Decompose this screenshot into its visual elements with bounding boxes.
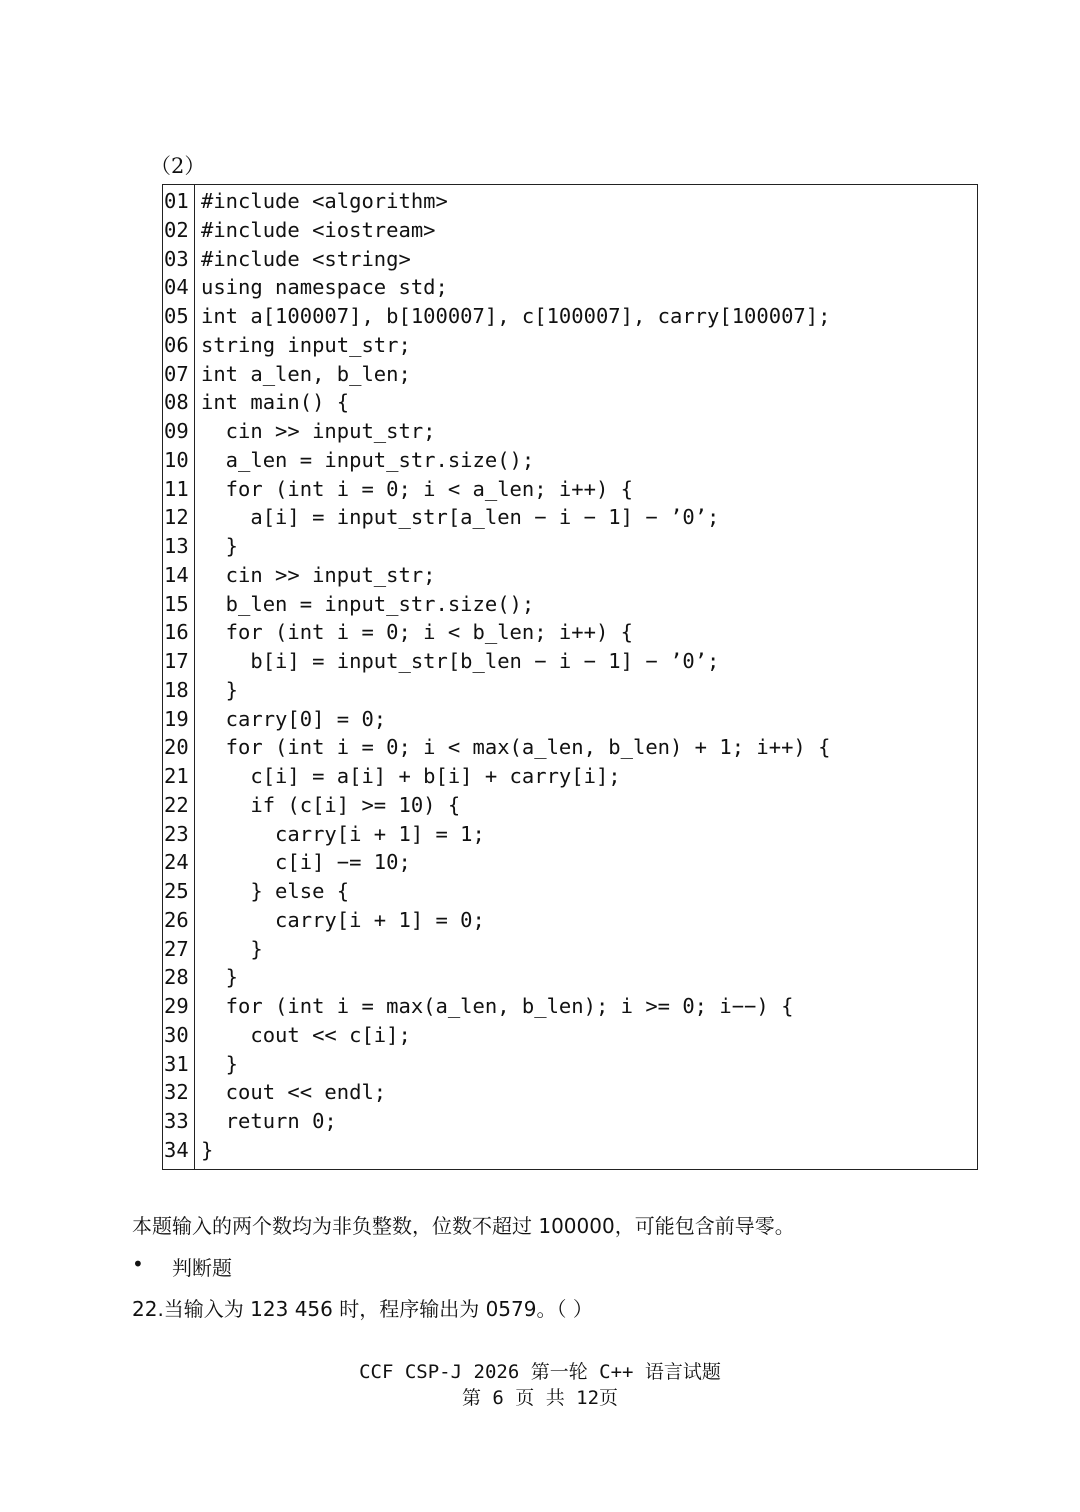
code-text: cout << c[i]; <box>201 1022 411 1047</box>
code-line <box>163 417 977 446</box>
line-number: 16 <box>164 620 189 645</box>
code-line <box>163 388 977 417</box>
code-text: cin >> input_str; <box>201 562 436 587</box>
code-listing <box>162 184 978 1170</box>
bullet-icon: • <box>132 1252 144 1276</box>
code-line <box>163 733 977 762</box>
code-text: } <box>201 965 239 990</box>
code-text: } <box>201 1051 239 1076</box>
problem-note: 本题输入的两个数均为非负整数，位数不超过 100000，可能包含前导零。 <box>132 1214 795 1238</box>
line-number: 27 <box>164 936 189 961</box>
code-line <box>163 647 977 676</box>
code-text: int a_len, b_len; <box>201 361 411 386</box>
line-number: 11 <box>164 476 189 501</box>
code-line <box>163 1078 977 1107</box>
code-text: for (int i = 0; i < max(a_len, b_len) + 1; i++) { <box>201 735 831 760</box>
code-line <box>163 503 977 532</box>
line-number: 08 <box>164 390 189 415</box>
code-line <box>163 1050 977 1079</box>
code-line <box>163 1107 977 1136</box>
line-number: 28 <box>164 965 189 990</box>
line-number: 30 <box>164 1022 189 1047</box>
code-line <box>163 906 977 935</box>
line-number: 19 <box>164 706 189 731</box>
line-number: 33 <box>164 1109 189 1133</box>
code-text: } <box>201 936 263 961</box>
code-text: a_len = input_str.size(); <box>201 447 535 472</box>
code-text: c[i] −= 10; <box>201 850 411 875</box>
code-line <box>163 705 977 734</box>
code-text: int main() { <box>201 390 350 415</box>
code-text: #include <iostream> <box>201 217 436 242</box>
code-line <box>163 848 977 877</box>
line-number: 22 <box>164 792 189 817</box>
line-number: 20 <box>164 735 189 760</box>
code-text: carry[0] = 0; <box>201 706 387 731</box>
code-text: for (int i = max(a_len, b_len); i >= 0; i−−) { <box>201 994 794 1018</box>
code-line <box>163 791 977 820</box>
code-line <box>163 877 977 906</box>
code-line <box>163 1136 977 1165</box>
line-number: 12 <box>164 505 189 530</box>
code-line <box>163 762 977 791</box>
code-text: #include <string> <box>201 246 411 271</box>
code-text: cin >> input_str; <box>201 419 436 443</box>
code-text: for (int i = 0; i < b_len; i++) { <box>201 620 633 645</box>
line-number: 09 <box>164 419 189 443</box>
line-number: 03 <box>164 246 189 271</box>
code-text: carry[i + 1] = 0; <box>201 907 485 932</box>
code-line <box>163 935 977 964</box>
code-line <box>163 992 977 1021</box>
code-line <box>163 590 977 619</box>
footer-page-number: 第 6 页 共 12页 <box>461 1387 619 1409</box>
line-number: 31 <box>164 1051 189 1076</box>
code-line <box>163 475 977 504</box>
code-line <box>163 331 977 360</box>
code-text: string input_str; <box>201 332 411 357</box>
code-text: b[i] = input_str[b_len − i − 1] − ’0’; <box>201 649 720 673</box>
code-text: } else { <box>201 879 350 903</box>
line-number: 32 <box>164 1080 189 1105</box>
code-line <box>163 302 977 331</box>
line-number: 17 <box>164 649 189 673</box>
code-line <box>163 963 977 992</box>
code-line <box>163 1021 977 1050</box>
code-line <box>163 273 977 302</box>
code-text: cout << endl; <box>201 1080 387 1105</box>
line-number: 25 <box>164 879 189 903</box>
line-number: 13 <box>164 534 189 558</box>
line-number: 21 <box>164 764 189 788</box>
code-line <box>163 820 977 849</box>
line-number: 05 <box>164 304 189 328</box>
footer-title: CCF CSP-J 2026 第一轮 C++ 语言试题 <box>359 1361 721 1383</box>
code-text: return 0; <box>201 1109 337 1133</box>
line-number: 15 <box>164 591 189 616</box>
code-line <box>163 618 977 647</box>
line-number: 34 <box>164 1137 189 1162</box>
code-line <box>163 187 977 216</box>
line-number: 02 <box>164 217 189 242</box>
line-number: 01 <box>164 189 189 213</box>
line-number: 14 <box>164 562 189 587</box>
section-label: 判断题 <box>172 1256 232 1280</box>
line-number: 10 <box>164 447 189 472</box>
line-number: 26 <box>164 907 189 932</box>
line-number: 06 <box>164 332 189 357</box>
line-number: 18 <box>164 677 189 702</box>
code-text: #include <algorithm> <box>201 189 448 213</box>
code-text: } <box>201 534 239 558</box>
code-text: } <box>201 677 239 702</box>
line-number: 24 <box>164 850 189 875</box>
line-number: 23 <box>164 821 189 846</box>
code-line <box>163 561 977 590</box>
line-number: 07 <box>164 361 189 386</box>
code-text: b_len = input_str.size(); <box>201 591 535 616</box>
line-number: 29 <box>164 994 189 1018</box>
line-number: 04 <box>164 275 189 300</box>
code-line <box>163 676 977 705</box>
code-text: carry[i + 1] = 1; <box>201 821 485 846</box>
code-text: using namespace std; <box>201 275 448 300</box>
code-line <box>163 532 977 561</box>
part-label: （2） <box>150 154 206 178</box>
code-text: if (c[i] >= 10) { <box>201 792 461 817</box>
code-line <box>163 216 977 245</box>
code-text: a[i] = input_str[a_len − i − 1] − ’0’; <box>201 505 720 530</box>
question-22: 22.当输入为 123 456 时，程序输出为 0579。（ ） <box>132 1297 593 1321</box>
code-line <box>163 446 977 475</box>
code-text: } <box>201 1137 214 1162</box>
code-text: c[i] = a[i] + b[i] + carry[i]; <box>201 764 621 788</box>
code-text: int a[100007], b[100007], c[100007], carry[100007]; <box>201 304 831 328</box>
code-line <box>163 360 977 389</box>
code-line <box>163 245 977 274</box>
code-text: for (int i = 0; i < a_len; i++) { <box>201 476 633 501</box>
